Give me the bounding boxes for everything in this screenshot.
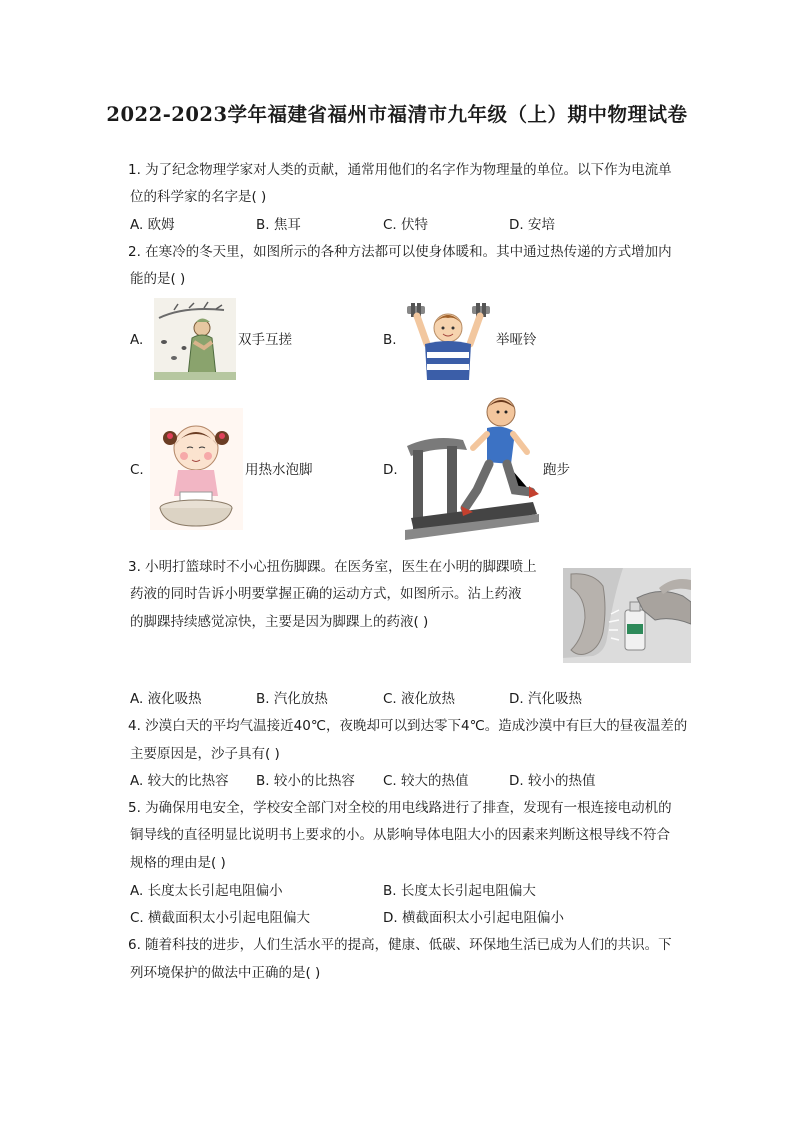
- question-5-stem-cont-2: 规格的理由是( ): [130, 855, 226, 871]
- option-b-label: 举哑铃: [496, 332, 537, 348]
- option-b: B. 长度太长引起电阻偏大: [383, 883, 536, 899]
- option-a: A. 长度太长引起电阻偏小: [130, 883, 283, 899]
- option-c-label: 用热水泡脚: [245, 462, 313, 478]
- question-5-stem: 5. 为确保用电安全，学校安全部门对全校的用电线路进行了排查，发现有一根连接电动机的: [128, 800, 672, 816]
- option-d: D. 较小的热值: [509, 773, 596, 789]
- question-6-stem: 6. 随着科技的进步，人们生活水平的提高，健康、低碳、环保地生活已成为人们的共识。下: [128, 937, 672, 953]
- option-a: A. 液化吸热: [130, 691, 202, 707]
- option-c-letter: C.: [130, 462, 144, 478]
- option-a-letter: A.: [130, 332, 144, 348]
- option-a: A. 较大的比热容: [130, 773, 229, 789]
- treadmill-illustration: [403, 390, 541, 550]
- question-3-stem-cont-1: 药液的同时告诉小明要掌握正确的运动方式，如图所示。沾上药液: [130, 586, 522, 602]
- question-5-stem-cont-1: 铜导线的直径明显比说明书上要求的小。从影响导体电阻大小的因素来判断这根导线不符合: [130, 827, 670, 843]
- option-c: C. 较大的热值: [383, 773, 469, 789]
- page-title: 2022-2023学年福建省福州市福清市九年级（上）期中物理试卷: [106, 103, 688, 126]
- rubbing-hands-illustration: [154, 298, 236, 380]
- question-2-stem-cont: 能的是( ): [130, 271, 186, 287]
- spray-foot-photo: [563, 568, 691, 663]
- option-c: C. 伏特: [383, 217, 429, 233]
- option-c: C. 横截面积太小引起电阻偏大: [130, 910, 311, 926]
- option-d: D. 横截面积太小引起电阻偏小: [383, 910, 564, 926]
- option-d: D. 安培: [509, 217, 555, 233]
- question-4-stem-cont: 主要原因是，沙子具有( ): [130, 746, 280, 762]
- option-d-letter: D.: [383, 462, 398, 478]
- question-2-stem: 2. 在寒冷的冬天里，如图所示的各种方法都可以使身体暖和。其中通过热传递的方式增加内: [128, 244, 672, 260]
- question-4-stem: 4. 沙漠白天的平均气温接近40℃，夜晚却可以到达零下4℃。造成沙漠中有巨大的昼夜温差的: [128, 718, 688, 734]
- dumbbell-illustration: [403, 300, 494, 380]
- option-c: C. 液化放热: [383, 691, 456, 707]
- foot-bath-illustration: [150, 408, 243, 530]
- option-b: B. 焦耳: [256, 217, 301, 233]
- question-3-stem: 3. 小明打篮球时不小心扭伤脚踝。在医务室，医生在小明的脚踝喷上: [128, 559, 537, 575]
- question-1-stem: 1. 为了纪念物理学家对人类的贡献，通常用他们的名字作为物理量的单位。以下作为电流单: [128, 162, 672, 178]
- option-a: A. 欧姆: [130, 217, 175, 233]
- option-d-label: 跑步: [543, 462, 570, 478]
- question-3-stem-cont-2: 的脚踝持续感觉凉快，主要是因为脚踝上的药液( ): [130, 614, 429, 630]
- option-b: B. 较小的比热容: [256, 773, 355, 789]
- option-b: B. 汽化放热: [256, 691, 328, 707]
- question-1-stem-cont: 位的科学家的名字是( ): [130, 189, 267, 205]
- option-b-letter: B.: [383, 332, 397, 348]
- option-d: D. 汽化吸热: [509, 691, 582, 707]
- option-a-label: 双手互搓: [238, 332, 292, 348]
- question-6-stem-cont: 列环境保护的做法中正确的是( ): [130, 965, 321, 981]
